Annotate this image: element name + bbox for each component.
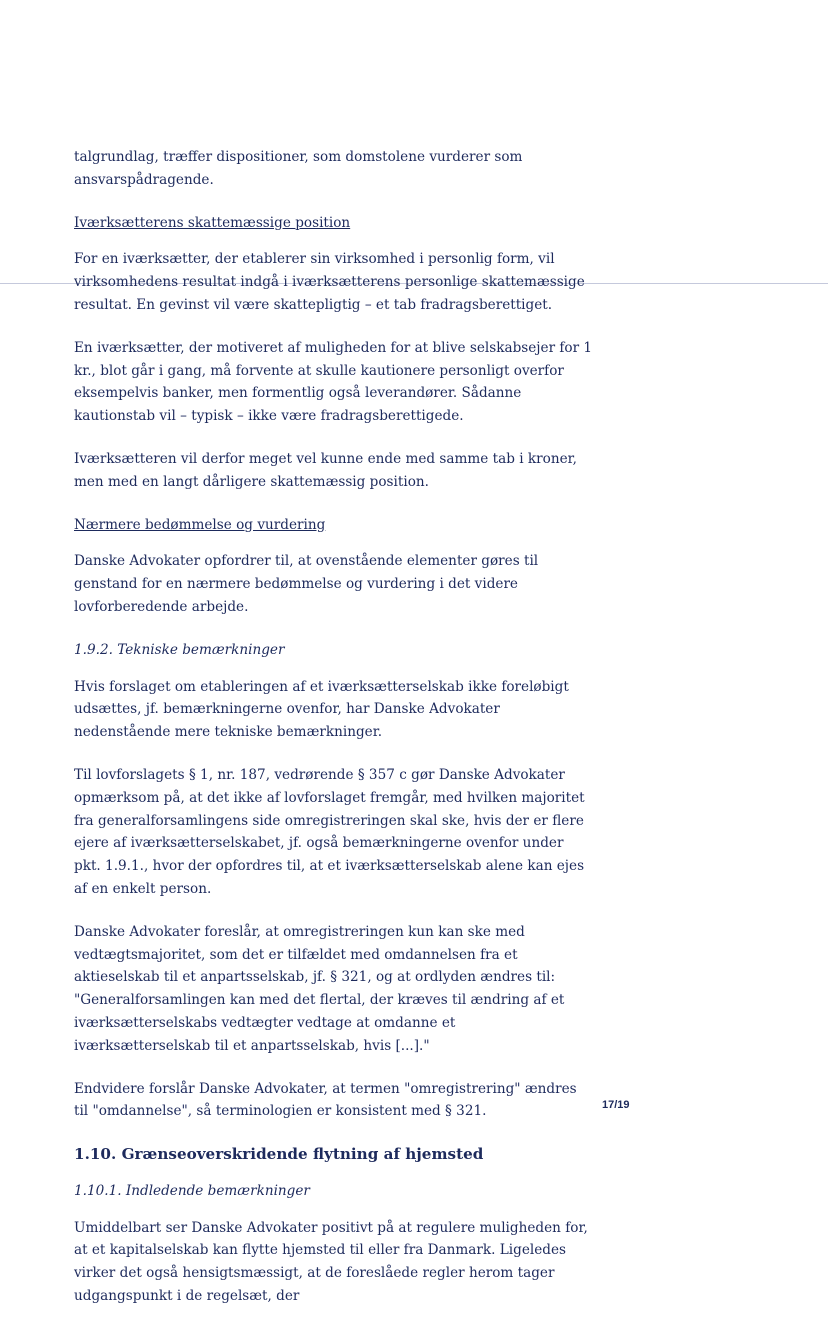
heading-skattemaessige-position: Iværksætterens skattemæssige position [74,214,351,231]
heading-graenseoverskridende-flytning: 1.10. Grænseoverskridende flytning af hjemsted [74,1145,484,1164]
paragraph-opfordring: Danske Advokater opfordrer til, at ovenstående elementer gøres til genstand for en nærmere bedømmelse og vurdering i det videre lovforberedende arbejde. [74,553,539,615]
page-number: 17/19 [602,1099,630,1111]
document-body [74,146,594,1328]
paragraph-vedtaegtsmajoritet: Danske Advokater foreslår, at omregistreringen kun kan ske med vedtægtsmajoritet, som det er tilfældet med omdannelsen fra et aktieselskab til et anpartsselskab, jf. § 321, og at ordlyden ændres til: "Generalforsamlingen kan med det flertal, der kræves til ændring af et iværksætterselskabs vedtægter vedtage at omdanne et iværksætterselskab til et anpartsselskab, hvis [...]." [74,923,565,1054]
heading-indledende-bemaerkninger: 1.10.1. Indledende bemærkninger [74,1182,310,1199]
paragraph-lovforslag-357c: Til lovforslagets § 1, nr. 187, vedrørende § 357 c gør Danske Advokater opmærksom på, at det ikke af lovforslaget fremgår, med hvilken majoritet fra generalforsamlingens side omregistreringen skal ske, hvis der er flere ejere af iværksætterselskabet, jf. også bemærkningerne ovenfor under pkt. 1.9.1., hvor der opfordres til, at et iværksætterselskab alene kan ejes af en enkelt person. [74,766,585,897]
paragraph-kaution: En iværksætter, der motiveret af muligheden for at blive selskabsejer for 1 kr., blot går i gang, må forvente at skulle kautionere personligt overfor eksempelvis banker, men formentlig også leverandører. Sådanne kautionstab vil – typisk – ikke være fradragsberettigede. [74,339,593,425]
paragraph-omdannelse: Endvidere forslår Danske Advokater, at termen "omregistrering" ændres til "omdannelse", så terminologien er konsistent med § 321. [74,1080,577,1120]
paragraph-personlig-form: For en iværksætter, der etablerer sin virksomhed i personlig form, vil virksomhedens resultat indgå i iværksætterens personlige skattemæssige resultat. En gevinst vil være skattepligtig – et tab fradragsberettiget. [74,251,585,313]
paragraph-hjemsted: Umiddelbart ser Danske Advokater positivt på at regulere muligheden for, at et kapitalselskab kan flytte hjemsted til eller fra Danmark. Ligeledes virker det også hensigtsmæssigt, at de foreslåede regler herom tager udgangspunkt i de regelsæt, der [74,1219,588,1305]
heading-naermere-bedoemmelse: Nærmere bedømmelse og vurdering [74,516,326,533]
paragraph-tab: Iværksætteren vil derfor meget vel kunne ende med samme tab i kroner, men med en langt dårligere skattemæssig position. [74,450,577,490]
paragraph-ansvar: talgrundlag, træffer dispositioner, som domstolene vurderer som ansvarspådragende. [74,149,523,188]
heading-tekniske-bemaerkninger: 1.9.2. Tekniske bemærkninger [74,641,285,658]
paragraph-forslag-udsaettes: Hvis forslaget om etableringen af et iværksætterselskab ikke foreløbigt udsættes, jf. bemærkningerne ovenfor, har Danske Advokater nedenstående mere tekniske bemærkninger. [74,678,569,741]
